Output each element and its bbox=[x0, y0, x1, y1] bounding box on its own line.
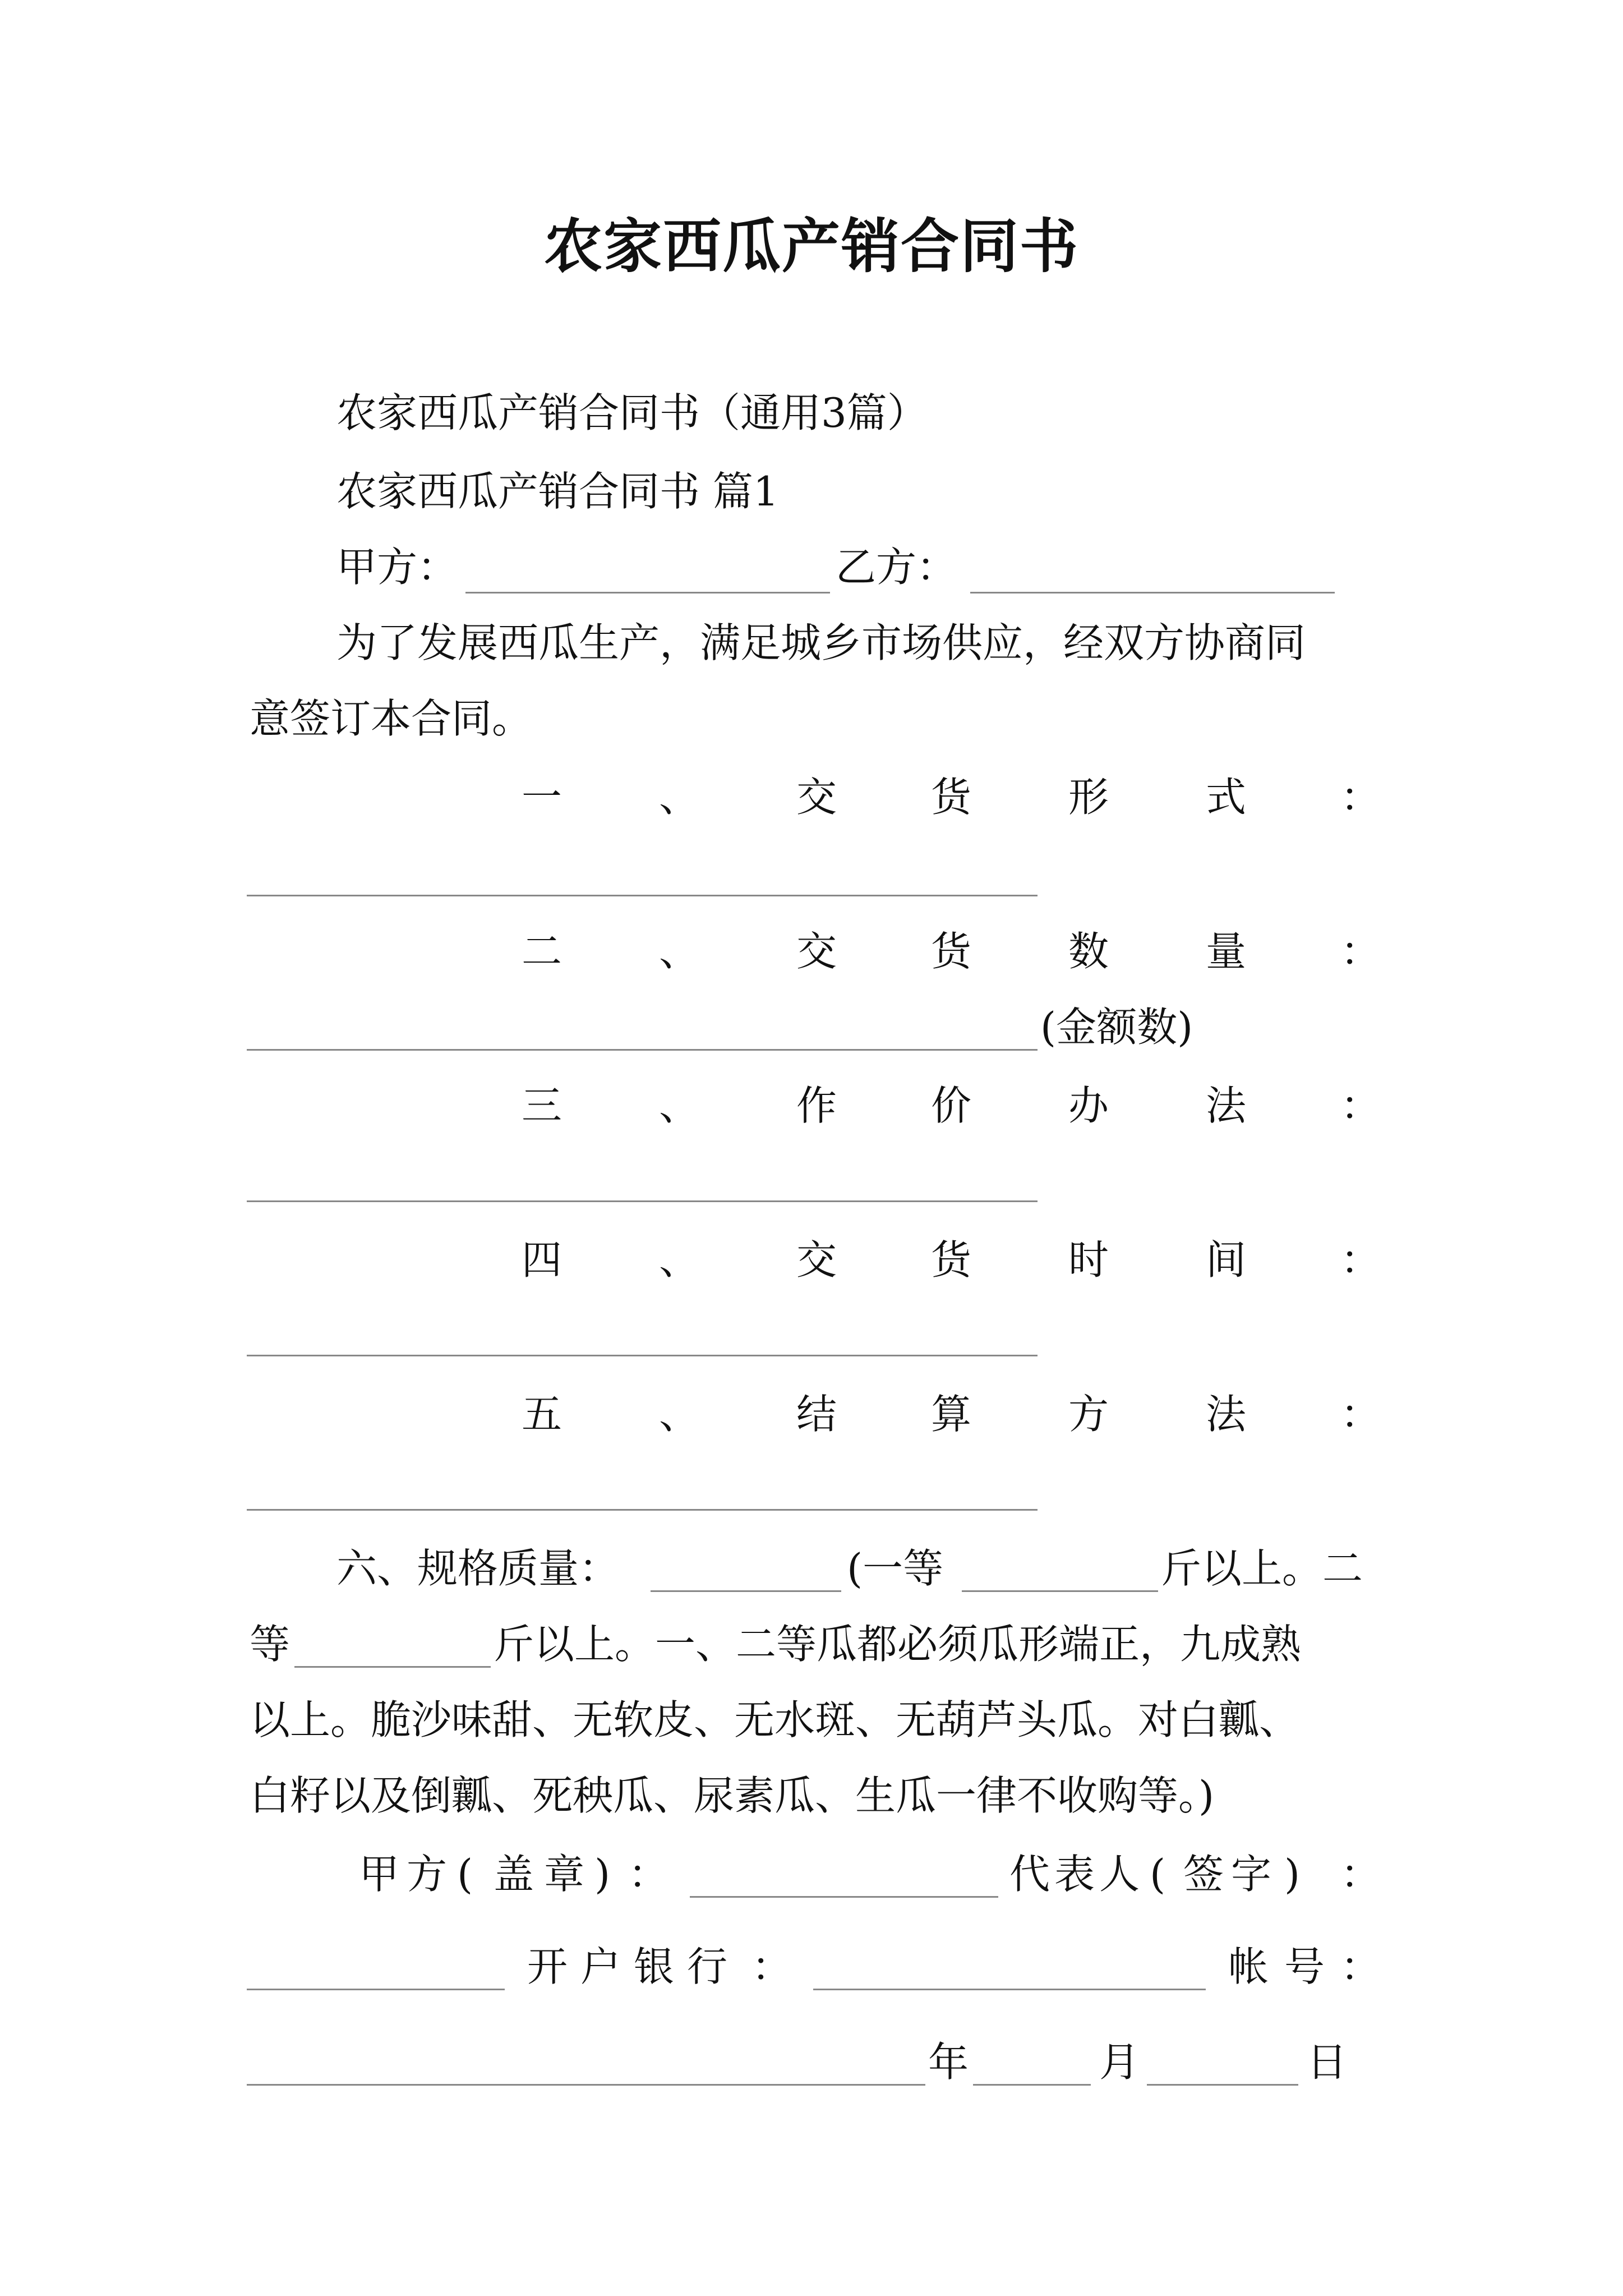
sign-char: 人 bbox=[1099, 1851, 1140, 1898]
bank-blank[interactable] bbox=[813, 1989, 1206, 1990]
clause-char: 交 bbox=[796, 928, 837, 975]
spec-second-grade-label: 等 bbox=[250, 1621, 291, 1668]
sign-char: 甲 bbox=[359, 1851, 400, 1898]
intro-line-2: 意签订本合同。 bbox=[250, 695, 533, 742]
clause-char: 二 bbox=[522, 928, 562, 975]
clause-char: 货 bbox=[931, 774, 972, 821]
spec-quality-blank[interactable] bbox=[651, 1590, 841, 1592]
spec-quality-label: 六、规格质量： bbox=[336, 1545, 620, 1592]
clause-char: 、 bbox=[659, 1236, 700, 1283]
sign-char: 行 bbox=[687, 1943, 728, 1990]
clause-delivery-form-blank[interactable] bbox=[247, 895, 1038, 896]
year-label: 年 bbox=[928, 2039, 969, 2086]
clause-delivery-time-blank[interactable] bbox=[247, 1355, 1038, 1356]
document-subtitle: 农家西瓜产销合同书（通用3篇） bbox=[336, 389, 928, 436]
month-blank[interactable] bbox=[973, 2084, 1091, 2086]
sign-char: 开 bbox=[527, 1943, 568, 1990]
sign-char: ( bbox=[457, 1851, 473, 1898]
clause-char: 式 bbox=[1206, 774, 1247, 821]
clause-char: 五 bbox=[522, 1391, 562, 1438]
sign-char: 字 bbox=[1231, 1851, 1272, 1898]
clause-char: 形 bbox=[1068, 774, 1109, 821]
clause-char: 、 bbox=[659, 928, 700, 975]
sign-char: ： bbox=[628, 1851, 669, 1898]
clause-char: ： bbox=[1340, 774, 1381, 821]
clause-char: 、 bbox=[659, 1391, 700, 1438]
sign-char: 银 bbox=[634, 1943, 675, 1990]
party-a-blank[interactable] bbox=[465, 592, 830, 593]
clause-char: 、 bbox=[659, 1082, 700, 1129]
section-heading: 农家西瓜产销合同书 篇1 bbox=[336, 468, 779, 515]
clause-char: 四 bbox=[522, 1236, 562, 1283]
amount-note: (金额数) bbox=[1040, 1004, 1193, 1051]
party-b-blank[interactable] bbox=[970, 592, 1335, 593]
clause-char: 数 bbox=[1068, 928, 1109, 975]
clause-char: 量 bbox=[1206, 928, 1247, 975]
sign-char: ( bbox=[1150, 1851, 1166, 1898]
clause-pricing-method-blank[interactable] bbox=[247, 1200, 1038, 1202]
clause-char: ： bbox=[1340, 1391, 1381, 1438]
party-b-label: 乙方： bbox=[836, 544, 957, 591]
account-blank[interactable] bbox=[247, 2084, 925, 2086]
sign-char: ： bbox=[1340, 1943, 1381, 1990]
clause-char: 、 bbox=[659, 774, 700, 821]
sign-char: 表 bbox=[1054, 1851, 1095, 1898]
clause-char: ： bbox=[1340, 928, 1381, 975]
clause-char: 价 bbox=[931, 1082, 972, 1129]
clause-char: 作 bbox=[796, 1082, 837, 1129]
clause-char: 算 bbox=[931, 1391, 972, 1438]
clause-settlement-method-blank[interactable] bbox=[247, 1509, 1038, 1511]
clause-char: 一 bbox=[522, 774, 562, 821]
clause-char: 交 bbox=[796, 774, 837, 821]
intro-line-1: 为了发展西瓜生产，满足城乡市场供应，经双方协商同 bbox=[336, 619, 1306, 666]
sign-char: ： bbox=[1340, 1851, 1381, 1898]
spec-line-2: 斤以上。一、二等瓜都必须瓜形端正，九成熟 bbox=[494, 1621, 1302, 1668]
sign-char: 盖 bbox=[494, 1851, 534, 1898]
sign-char: 帐 bbox=[1228, 1943, 1269, 1990]
month-label: 月 bbox=[1099, 2039, 1140, 2086]
clause-char: 交 bbox=[796, 1236, 837, 1283]
spec-line-3: 以上。脆沙味甜、无软皮、无水斑、无葫芦头瓜。对白瓤、 bbox=[250, 1696, 1300, 1743]
sign-char: 章 bbox=[544, 1851, 585, 1898]
clause-char: ： bbox=[1340, 1082, 1381, 1129]
sign-char: 号 bbox=[1284, 1943, 1325, 1990]
clause-char: 货 bbox=[931, 1236, 972, 1283]
clause-char: 结 bbox=[796, 1391, 837, 1438]
day-label: 日 bbox=[1307, 2039, 1348, 2086]
day-blank[interactable] bbox=[1147, 2084, 1298, 2086]
clause-delivery-quantity-blank[interactable] bbox=[247, 1049, 1038, 1051]
sign-char: ) bbox=[594, 1851, 611, 1898]
spec-first-grade-blank[interactable] bbox=[962, 1590, 1158, 1592]
clause-char: 间 bbox=[1206, 1236, 1247, 1283]
clause-char: 时 bbox=[1068, 1236, 1109, 1283]
spec-line-1-end: 斤以上。二 bbox=[1161, 1545, 1363, 1592]
clause-char: 办 bbox=[1068, 1082, 1109, 1129]
clause-char: 货 bbox=[931, 928, 972, 975]
sign-char: 签 bbox=[1183, 1851, 1224, 1898]
representative-blank[interactable] bbox=[247, 1989, 505, 1990]
party-a-label: 甲方： bbox=[336, 544, 458, 591]
sign-char: 代 bbox=[1009, 1851, 1050, 1898]
spec-second-grade-blank[interactable] bbox=[294, 1666, 491, 1668]
document-title: 农家西瓜产销合同书 bbox=[543, 211, 1079, 280]
sign-char: ： bbox=[751, 1943, 792, 1990]
spec-line-4: 白籽以及倒瓤、死秧瓜、尿素瓜、生瓜一律不收购等。) bbox=[250, 1772, 1215, 1819]
clause-char: 三 bbox=[522, 1082, 562, 1129]
clause-char: 方 bbox=[1068, 1391, 1109, 1438]
sign-char: ) bbox=[1284, 1851, 1301, 1898]
clause-char: 法 bbox=[1206, 1391, 1247, 1438]
party-a-seal-blank[interactable] bbox=[690, 1896, 998, 1898]
spec-first-grade-label: (一等 bbox=[847, 1545, 944, 1592]
sign-char: 户 bbox=[580, 1943, 621, 1990]
clause-char: 法 bbox=[1206, 1082, 1247, 1129]
sign-char: 方 bbox=[407, 1851, 448, 1898]
clause-char: ： bbox=[1340, 1236, 1381, 1283]
